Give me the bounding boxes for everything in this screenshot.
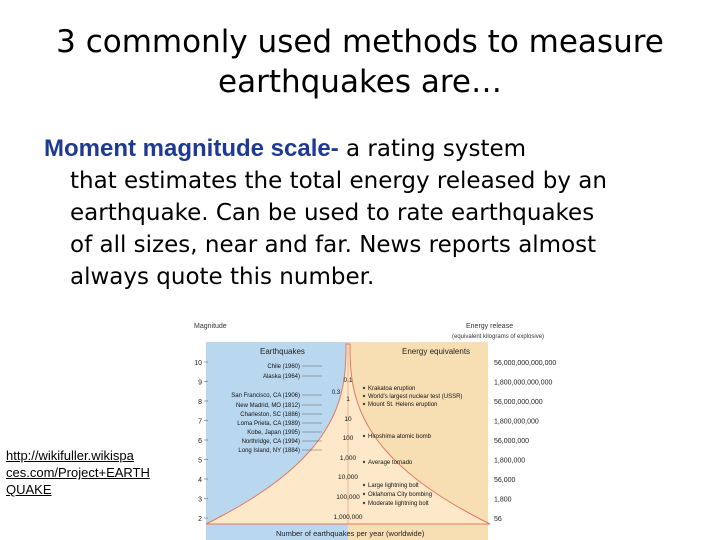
magnitude-tick-label: 10 [194,360,202,367]
title-line-1: 3 commonly used methods to measure [56,24,664,60]
magnitude-tick-label: 3 [198,496,202,504]
energy-tick-label: 1,800,000,000 [494,418,539,426]
source-link[interactable] [6,447,150,498]
quake-label: Loma Prieta, CA (1989) [237,421,300,427]
frequency-label: 10,000 [338,474,358,481]
equivalent-label: Hiroshima atomic bomb [368,434,432,440]
title-line-2: earthquakes are… [218,64,502,100]
magnitude-energy-figure [190,318,590,540]
right-axis-label: Energy release [466,323,514,330]
quake-label: Charleston, SC (1886) [240,412,300,418]
magnitude-tick-label: 6 [198,438,202,445]
magnitude-tick-label: 9 [198,379,202,387]
definition-line-1: a rating system [338,136,527,162]
energy-tick-label: 56,000,000,000,000 [494,360,557,367]
equivalent-label: Average tornado [368,460,413,466]
energy-tick-label: 56,000,000,000 [494,399,543,406]
equivalent-label: Oklahoma City bombing [368,492,433,498]
definition-line-2: that estimates the total energy released by an [70,168,607,194]
definition-text [44,133,704,293]
quake-label: New Madrid, MO (1812) [235,403,300,409]
equivalent-label: Moderate lightning bolt [368,501,429,507]
equivalent-marker [363,484,365,486]
energy-tick-label: 56,000 [494,477,516,484]
equivalent-marker [363,493,365,495]
equivalent-label: Krakatoa eruption [368,386,416,392]
energy-tick-label: 56 [494,516,502,523]
magnitude-tick-label: 7 [198,418,202,426]
definition-line-4: of all sizes, near and far. News reports almost [70,232,597,258]
equivalent-marker [363,502,365,504]
definition-line-3: earthquake. Can be used to rate earthquakes [70,200,595,226]
equivalent-label: Large lightning bolt [368,483,419,489]
definition-line-5: always quote this number. [70,264,375,290]
magnitude-tick-label: 4 [198,477,202,484]
equivalent-marker [363,403,365,405]
frequency-label: 1,000,000 [333,514,363,521]
magnitude-ticks [194,360,208,523]
y-axis-label: Magnitude [194,323,227,330]
equivalent-marker [363,435,365,437]
right-axis-sublabel: (equivalent kilograms of explosive) [452,334,545,340]
equivalent-marker [363,395,365,397]
frequency-label: 10 [344,416,352,423]
frequency-label: 100,000 [336,494,360,501]
col-earthquakes-label: Earthquakes [260,347,305,356]
energy-tick-label: 1,800,000 [494,457,526,465]
equivalent-marker [363,387,365,389]
equivalent-marker [363,461,365,463]
frequency-label: 1,000 [339,455,357,462]
source-link-line-1[interactable]: http://wikifuller.wikispa [6,448,134,463]
col-energy-label: Energy equivalents [402,347,471,356]
energy-tick-label: 56,000,000 [494,438,530,445]
energy-tick-label: 1,800,000,000,000 [494,379,553,387]
frequency-label: 0.1 [343,377,353,384]
term-moment-magnitude: Moment magnitude scale- [44,135,339,162]
quake-label: Alaska (1964) [262,374,300,380]
equivalent-label: World's largest nuclear test (USSR) [368,394,463,400]
quake-label: Long Island, NY (1884) [238,448,300,454]
equivalent-label: Mount St. Helens eruption [368,402,438,408]
frequency-label-extra: 0.3 [331,390,341,396]
magnitude-tick-label: 5 [198,457,202,465]
quake-label: Northridge, CA (1994) [241,439,300,445]
energy-tick-label: 1,800 [494,496,512,504]
magnitude-tick-label: 2 [198,516,202,523]
slide-title [0,22,720,102]
frequency-label: 1 [346,396,350,403]
x-axis-label: Number of earthquakes per year (worldwide) [276,529,425,538]
quake-label: Chile (1960) [267,364,300,370]
quake-label: San Francisco, CA (1906) [231,393,300,399]
energy-ticks [494,360,556,523]
source-link-line-3[interactable]: QUAKE [6,482,52,497]
frequency-label: 100 [342,435,354,442]
magnitude-tick-label: 8 [198,399,202,406]
source-link-line-2[interactable]: ces.com/Project+EARTH [6,465,150,480]
quake-label: Kobe, Japan (1995) [247,430,300,436]
